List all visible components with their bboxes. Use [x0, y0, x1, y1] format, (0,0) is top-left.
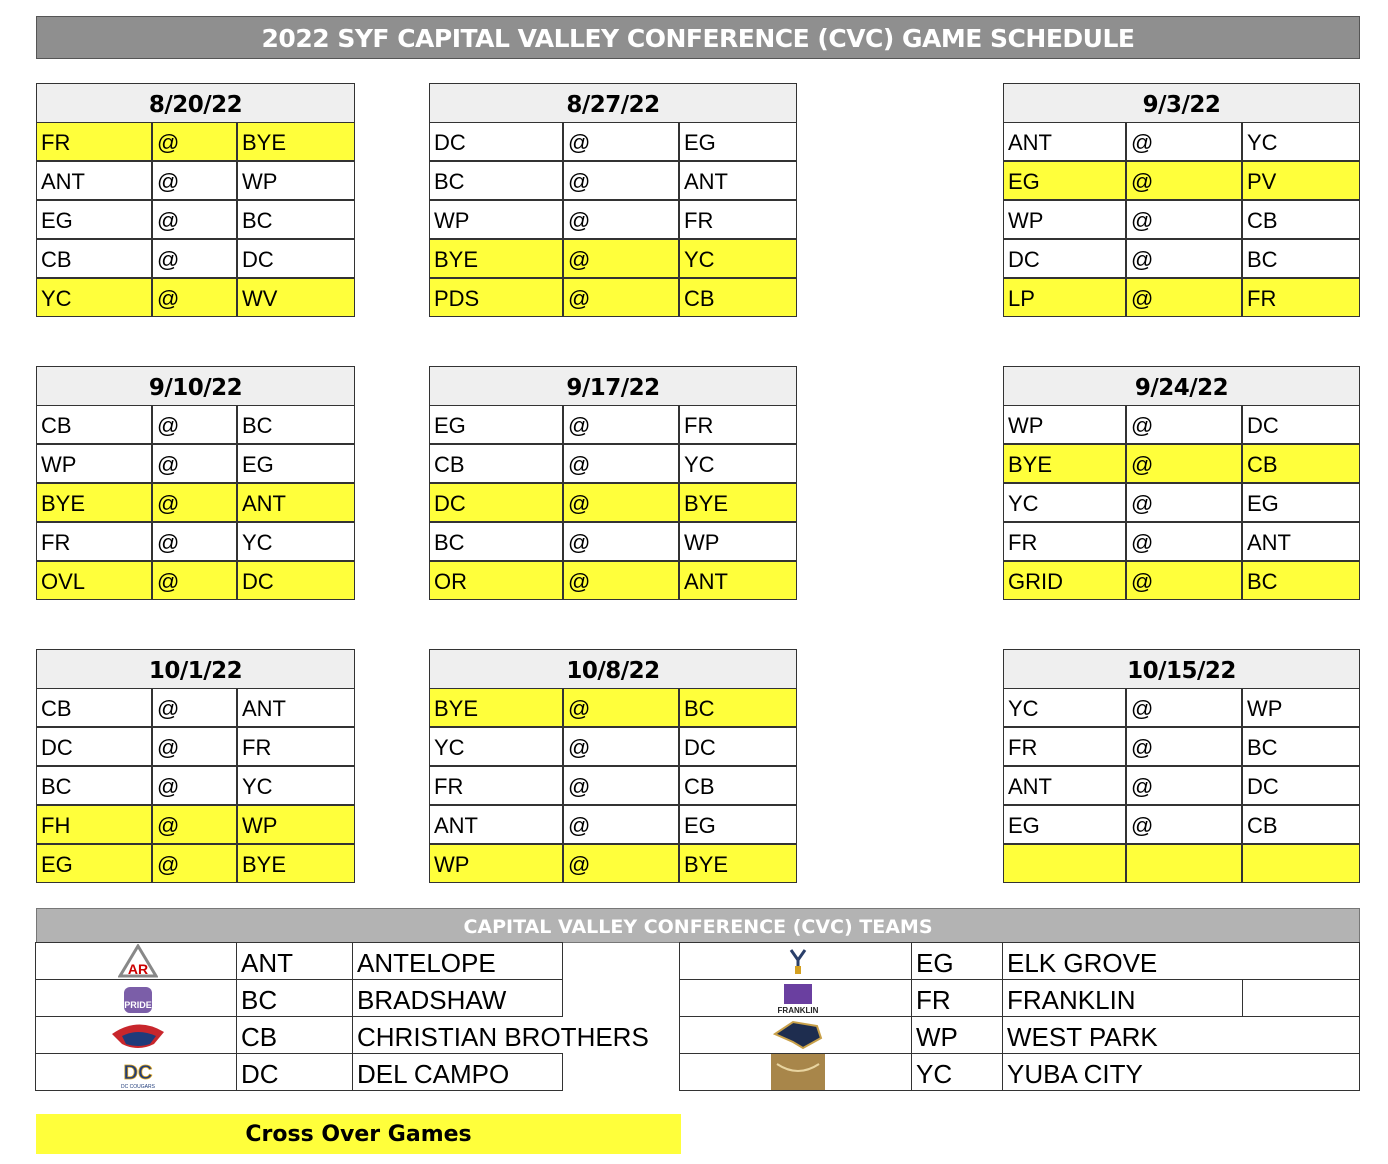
- away-team: WP: [36, 444, 152, 483]
- at-symbol: @: [152, 688, 237, 727]
- away-team: DC: [36, 727, 152, 766]
- team-name: BRADSHAW: [352, 979, 563, 1017]
- home-team: YC: [237, 766, 355, 805]
- team-abbr: DC: [236, 1053, 353, 1091]
- away-team: BC: [429, 522, 563, 561]
- home-team: DC: [1242, 766, 1360, 805]
- away-team: FR: [36, 122, 152, 161]
- home-team: ANT: [1242, 522, 1360, 561]
- home-team: WP: [237, 161, 355, 200]
- at-symbol: @: [1126, 405, 1242, 444]
- week-block: [429, 649, 797, 884]
- at-symbol: @: [563, 766, 679, 805]
- team-name: ELK GROVE: [1002, 942, 1360, 980]
- away-team: WP: [429, 844, 563, 883]
- away-team: ANT: [1003, 766, 1126, 805]
- away-team: BC: [429, 161, 563, 200]
- home-team: YC: [679, 239, 797, 278]
- home-team: BC: [1242, 727, 1360, 766]
- home-team: EG: [679, 122, 797, 161]
- home-team: BC: [237, 405, 355, 444]
- away-team: BYE: [1003, 444, 1126, 483]
- week-date: 8/27/22: [429, 83, 797, 123]
- home-team: ANT: [679, 561, 797, 600]
- week-block: [36, 83, 355, 318]
- at-symbol: @: [1126, 483, 1242, 522]
- at-symbol: @: [152, 444, 237, 483]
- week-block: [1003, 649, 1360, 884]
- home-team: PV: [1242, 161, 1360, 200]
- week-date: 9/10/22: [36, 366, 355, 406]
- away-team: [1003, 844, 1126, 883]
- at-symbol: @: [152, 278, 237, 317]
- at-symbol: @: [152, 122, 237, 161]
- team-name: FRANKLIN: [1002, 979, 1243, 1017]
- week-block: [36, 366, 355, 601]
- west-park-logo-icon: [679, 1016, 912, 1054]
- week-block: [429, 83, 797, 318]
- away-team: FH: [36, 805, 152, 844]
- away-team: WP: [1003, 200, 1126, 239]
- at-symbol: @: [152, 805, 237, 844]
- away-team: EG: [36, 844, 152, 883]
- at-symbol: @: [563, 122, 679, 161]
- week-block: [1003, 366, 1360, 601]
- away-team: ANT: [429, 805, 563, 844]
- at-symbol: @: [563, 688, 679, 727]
- team-abbr: EG: [911, 942, 1003, 980]
- svg-text:DC COUGARS: DC COUGARS: [121, 1084, 155, 1089]
- at-symbol: @: [563, 444, 679, 483]
- away-team: BYE: [429, 688, 563, 727]
- svg-text:AR: AR: [127, 961, 149, 977]
- away-team: FR: [1003, 522, 1126, 561]
- at-symbol: @: [1126, 161, 1242, 200]
- home-team: ANT: [237, 483, 355, 522]
- week-block: [36, 649, 355, 884]
- away-team: EG: [1003, 805, 1126, 844]
- at-symbol: @: [152, 561, 237, 600]
- empty-cell: [1242, 979, 1360, 1017]
- home-team: DC: [1242, 405, 1360, 444]
- week-date: 10/15/22: [1003, 649, 1360, 689]
- week-block: [429, 366, 797, 601]
- svg-text:DC: DC: [123, 1062, 153, 1084]
- teams-header: CAPITAL VALLEY CONFERENCE (CVC) TEAMS: [36, 908, 1360, 943]
- home-team: DC: [237, 239, 355, 278]
- away-team: FR: [429, 766, 563, 805]
- team-abbr: ANT: [236, 942, 353, 980]
- away-team: ANT: [1003, 122, 1126, 161]
- at-symbol: @: [1126, 688, 1242, 727]
- away-team: BYE: [429, 239, 563, 278]
- home-team: BC: [237, 200, 355, 239]
- at-symbol: @: [1126, 522, 1242, 561]
- home-team: FR: [237, 727, 355, 766]
- team-abbr: YC: [911, 1053, 1003, 1091]
- at-symbol: @: [152, 766, 237, 805]
- at-symbol: @: [563, 844, 679, 883]
- team-abbr: FR: [911, 979, 1003, 1017]
- team-abbr: BC: [236, 979, 353, 1017]
- home-team: BC: [1242, 561, 1360, 600]
- home-team: BC: [679, 688, 797, 727]
- week-date: 9/3/22: [1003, 83, 1360, 123]
- away-team: YC: [36, 278, 152, 317]
- at-symbol: @: [152, 483, 237, 522]
- christian-brothers-logo-icon: [35, 1016, 237, 1054]
- svg-text:FRANKLIN: FRANKLIN: [777, 1006, 818, 1015]
- home-team: BYE: [679, 844, 797, 883]
- away-team: DC: [1003, 239, 1126, 278]
- home-team: WV: [237, 278, 355, 317]
- away-team: PDS: [429, 278, 563, 317]
- home-team: WP: [679, 522, 797, 561]
- at-symbol: @: [563, 805, 679, 844]
- at-symbol: @: [152, 727, 237, 766]
- week-date: 10/8/22: [429, 649, 797, 689]
- away-team: CB: [36, 688, 152, 727]
- away-team: YC: [1003, 483, 1126, 522]
- at-symbol: @: [563, 161, 679, 200]
- away-team: YC: [429, 727, 563, 766]
- elk-grove-logo-icon: [679, 942, 912, 980]
- home-team: ANT: [237, 688, 355, 727]
- away-team: DC: [429, 483, 563, 522]
- svg-text:PRIDE: PRIDE: [124, 1000, 152, 1010]
- at-symbol: [1126, 844, 1242, 883]
- at-symbol: @: [1126, 561, 1242, 600]
- home-team: ANT: [679, 161, 797, 200]
- cross-over-legend: Cross Over Games: [36, 1114, 681, 1154]
- at-symbol: @: [1126, 122, 1242, 161]
- at-symbol: @: [152, 405, 237, 444]
- week-date: 10/1/22: [36, 649, 355, 689]
- at-symbol: @: [563, 405, 679, 444]
- away-team: EG: [1003, 161, 1126, 200]
- away-team: EG: [429, 405, 563, 444]
- home-team: DC: [237, 561, 355, 600]
- home-team: CB: [1242, 805, 1360, 844]
- home-team: FR: [679, 405, 797, 444]
- away-team: DC: [429, 122, 563, 161]
- week-block: [1003, 83, 1360, 318]
- home-team: BYE: [237, 122, 355, 161]
- at-symbol: @: [563, 200, 679, 239]
- away-team: WP: [1003, 405, 1126, 444]
- team-name: WEST PARK: [1002, 1016, 1360, 1054]
- away-team: LP: [1003, 278, 1126, 317]
- home-team: FR: [1242, 278, 1360, 317]
- at-symbol: @: [563, 522, 679, 561]
- away-team: CB: [36, 405, 152, 444]
- franklin-logo-icon: [679, 979, 912, 1017]
- at-symbol: @: [1126, 444, 1242, 483]
- away-team: FR: [1003, 727, 1126, 766]
- home-team: YC: [237, 522, 355, 561]
- week-date: 9/24/22: [1003, 366, 1360, 406]
- home-team: YC: [679, 444, 797, 483]
- away-team: ANT: [36, 161, 152, 200]
- away-team: BYE: [36, 483, 152, 522]
- home-team: FR: [679, 200, 797, 239]
- team-name: ANTELOPE: [352, 942, 563, 980]
- team-name: CHRISTIAN BROTHERS: [352, 1016, 563, 1054]
- away-team: GRID: [1003, 561, 1126, 600]
- at-symbol: @: [1126, 805, 1242, 844]
- at-symbol: @: [1126, 727, 1242, 766]
- at-symbol: @: [563, 561, 679, 600]
- at-symbol: @: [152, 522, 237, 561]
- at-symbol: @: [563, 727, 679, 766]
- away-team: CB: [429, 444, 563, 483]
- home-team: YC: [1242, 122, 1360, 161]
- home-team: BYE: [679, 483, 797, 522]
- team-name: YUBA CITY: [1002, 1053, 1360, 1091]
- home-team: CB: [1242, 444, 1360, 483]
- at-symbol: @: [563, 239, 679, 278]
- home-team: DC: [679, 727, 797, 766]
- away-team: WP: [429, 200, 563, 239]
- away-team: EG: [36, 200, 152, 239]
- away-team: BC: [36, 766, 152, 805]
- at-symbol: @: [1126, 278, 1242, 317]
- home-team: BYE: [237, 844, 355, 883]
- at-symbol: @: [1126, 239, 1242, 278]
- at-symbol: @: [563, 483, 679, 522]
- team-abbr: CB: [236, 1016, 353, 1054]
- team-abbr: WP: [911, 1016, 1003, 1054]
- at-symbol: @: [152, 239, 237, 278]
- away-team: OR: [429, 561, 563, 600]
- week-date: 8/20/22: [36, 83, 355, 123]
- home-team: CB: [679, 278, 797, 317]
- page-title: 2022 SYF CAPITAL VALLEY CONFERENCE (CVC) GAME SCHEDULE: [36, 16, 1360, 59]
- home-team: WP: [237, 805, 355, 844]
- bradshaw-logo-icon: [35, 979, 237, 1017]
- antelope-logo-icon: [35, 942, 237, 980]
- away-team: FR: [36, 522, 152, 561]
- home-team: [1242, 844, 1360, 883]
- at-symbol: @: [563, 278, 679, 317]
- home-team: EG: [237, 444, 355, 483]
- home-team: CB: [1242, 200, 1360, 239]
- at-symbol: @: [1126, 200, 1242, 239]
- home-team: BC: [1242, 239, 1360, 278]
- home-team: EG: [1242, 483, 1360, 522]
- at-symbol: @: [152, 161, 237, 200]
- del-campo-logo-icon: [35, 1053, 237, 1091]
- home-team: CB: [679, 766, 797, 805]
- week-date: 9/17/22: [429, 366, 797, 406]
- away-team: OVL: [36, 561, 152, 600]
- at-symbol: @: [1126, 766, 1242, 805]
- away-team: YC: [1003, 688, 1126, 727]
- home-team: WP: [1242, 688, 1360, 727]
- away-team: CB: [36, 239, 152, 278]
- yuba-city-logo-icon: [679, 1053, 912, 1091]
- team-name: DEL CAMPO: [352, 1053, 563, 1091]
- at-symbol: @: [152, 844, 237, 883]
- home-team: EG: [679, 805, 797, 844]
- at-symbol: @: [152, 200, 237, 239]
